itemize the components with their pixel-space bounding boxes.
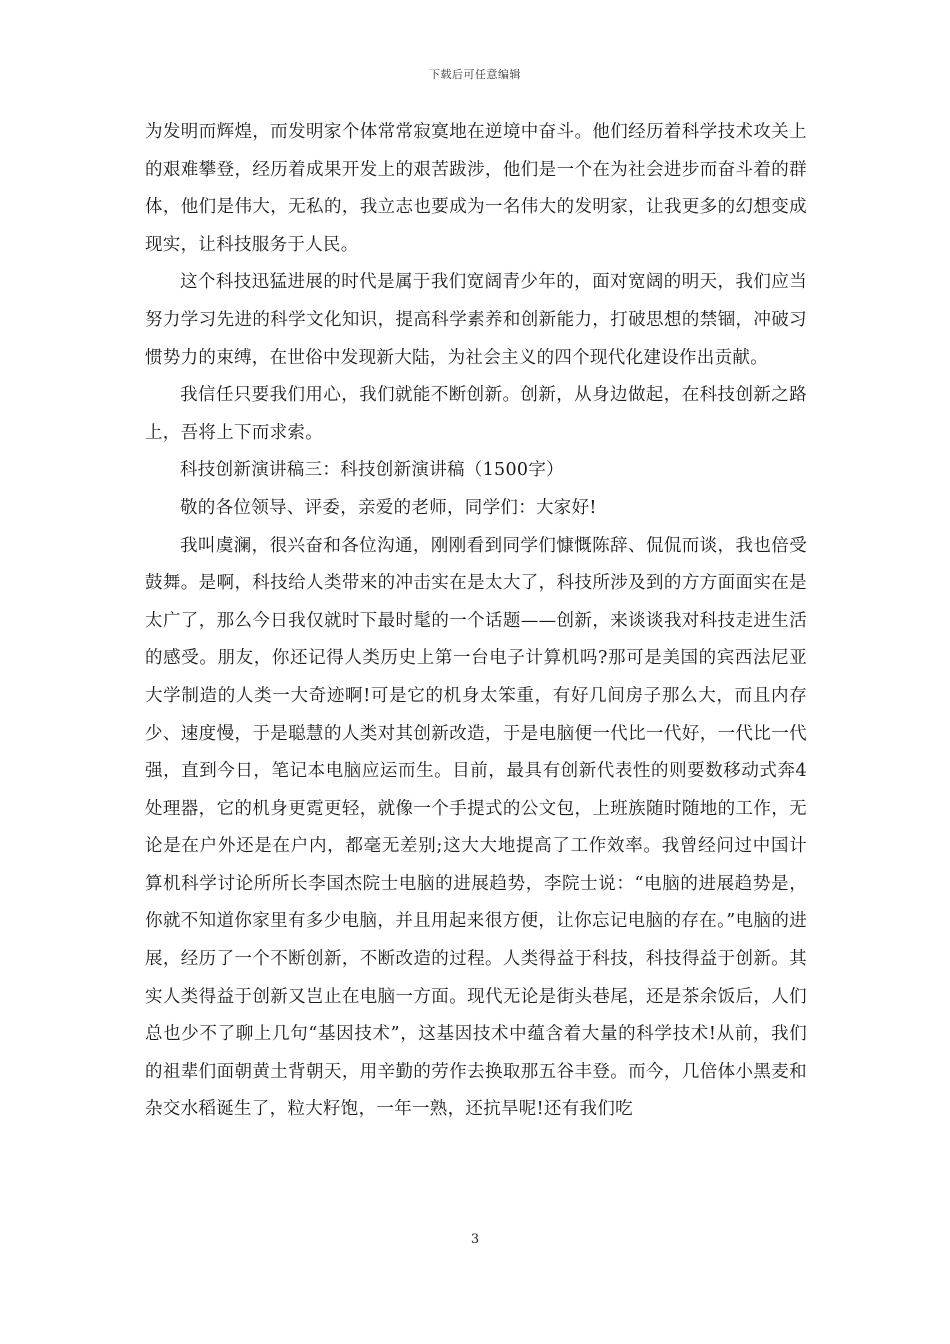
- paragraph-continuation: 为发明而辉煌，而发明家个体常常寂寞地在逆境中奋斗。他们经历着科学技术攻关上的艰难攀登，经历着成果开发上的艰苦跋涉，他们是一个在为社会进步而奋斗着的群体，他们是伟大，无私的，我立志也要成为一名伟大的发明家，让我更多的幻想变成现实，让科技服务于人民。: [145, 122, 807, 255]
- paragraph-speech: 我叫虞澜，很兴奋和各位沟通，刚刚看到同学们慷慨陈辞、侃侃而谈，我也倍受鼓舞。是啊，科技给人类带来的冲击实在是太大了，科技所涉及到的方方面面实在是太广了，那么今日我仅就时下最时髦的一个话题——创新，来谈谈我对科技走进生活的感受。朋友，你还记得人类历史上第一台电子计算机吗?那可是美国的宾西法尼亚大学制造的人类一大奇迹啊!可是它的机身太笨重，有好几间房子那么大，而且内存少、速度慢，于是聪慧的人类对其创新改造，于是电脑便一代比一代好，一代比一代强，直到今日，笔记本电脑应运而生。目前，最具有创新代表性的则要数移动式奔4处理器，它的机身更霓更轻，就像一个手提式的公文包，上班族随时随地的工作，无论是在户外还是在户内，都毫无差别;这大大地提高了工作效率。我曾经问过中国计算机科学讨论所所长李国杰院士电脑的进展趋势，李院士说：“电脑的进展趋势是，你就不知道你家里有多少电脑，并且用起来很方便，让你忘记电脑的存在。”电脑的进展，经历了一个不断创新，不断改造的过程。人类得益于科技，科技得益于创新。其实人类得益于创新又岂止在电脑一方面。现代无论是街头巷尾，还是茶余饭后，人们总也少不了聊上几句“基因技术”，这基因技术中蕴含着大量的科学技术!从前，我们的祖辈们面朝黄土背朝天，用辛勤的劳作去换取那五谷丰登。而今，几倍体小黑麦和杂交水稻诞生了，粒大籽饱，一年一熟，还抗旱呢!还有我们吃: [145, 535, 807, 1120]
- paragraph-greeting: 敬的各位领导、评委，亲爱的老师，同学们：大家好!: [180, 497, 597, 518]
- document-body: [145, 114, 807, 1129]
- page-header: 下载后可任意编辑: [429, 68, 521, 81]
- section-heading: 科技创新演讲稿三：科技创新演讲稿（1500字）: [180, 460, 564, 481]
- paragraph-era: 这个科技迅猛进展的时代是属于我们宽阔青少年的，面对宽阔的明天，我们应当努力学习先进的科学文化知识，提高科学素养和创新能力，打破思想的禁锢，冲破习惯势力的束缚，在世俗中发现新大陆，为社会主义的四个现代化建设作出贡献。: [145, 272, 807, 368]
- page-number: 3: [470, 1232, 480, 1247]
- paragraph-belief: 我信任只要我们用心，我们就能不断创新。创新，从身边做起，在科技创新之路上，吾将上下而求索。: [145, 385, 807, 443]
